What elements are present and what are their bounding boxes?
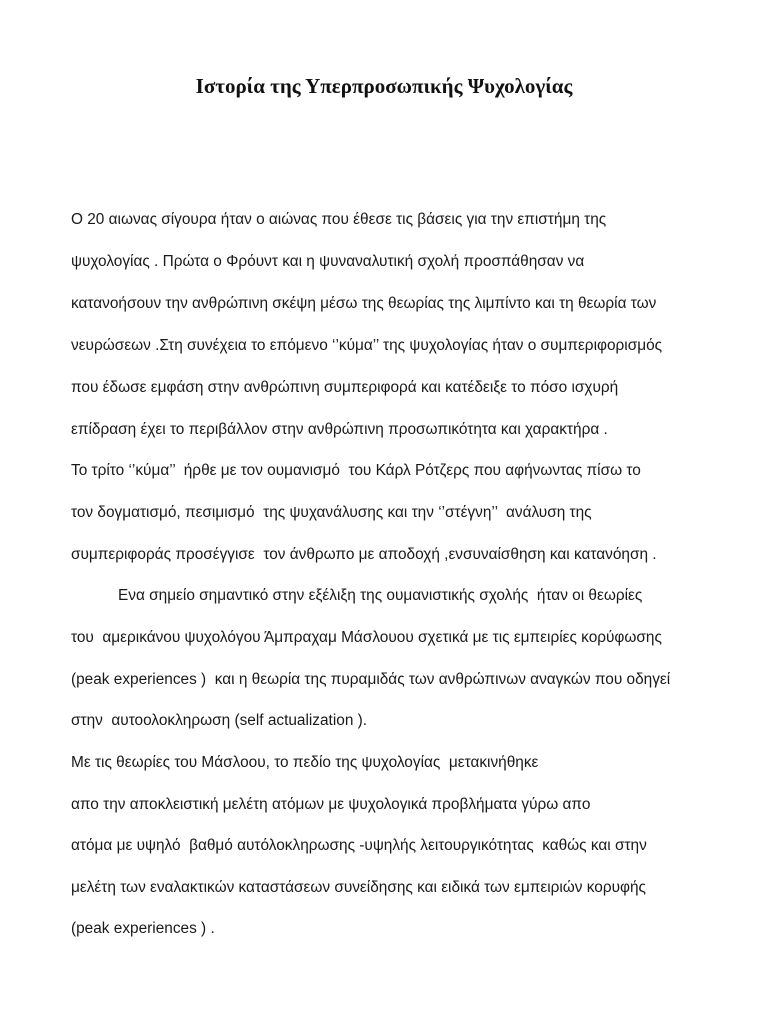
body-line-1: Ο 20 αιωνας σίγουρα ήταν ο αιώνας που έθεσε τις βάσεις για την επιστήμη της — [71, 211, 607, 228]
body-line-9: συμπεριφοράς προσέγγισε τον άνθρωπο με αποδοχή ,ενσυναίσθηση και κατανόηση . — [71, 546, 657, 563]
body-line-7: Το τρίτο ‘’κύμα’’ ήρθε με τον ουμανισμό του Κάρλ Ρότζερς που αφήνωντας πίσω το — [71, 462, 641, 479]
body-line-10-indented: Ενα σημείο σημαντικό στην εξέλιξη της ουμανιστικής σχολής ήταν οι θεωρίες — [118, 587, 643, 604]
body-line-13: στην αυτοολοκληρωση (self actualization ). — [71, 712, 368, 729]
body-line-5: που έδωσε εμφάση στην ανθρώπινη συμπεριφορά και κατέδειξε το πόσο ισχυρή — [71, 379, 619, 396]
document-title: Ιστορία της Υπερπροσωπικής Ψυχολογίας — [195, 74, 573, 98]
body-line-15: απο την αποκλειστική μελέτη ατόμων με ψυχολογικά προβλήματα γύρω απο — [71, 796, 591, 813]
body-line-16: ατόμα με υψηλό βαθμό αυτόλοκληρωσης -υψηλής λειτουργικότητας καθώς και στην — [71, 837, 647, 854]
body-line-18: (peak experiences ) . — [71, 920, 215, 937]
body-line-14: Με τις θεωρίες του Μάσλοου, το πεδίο της ψυχολογίας μετακινήθηκε — [71, 754, 539, 771]
body-line-8: τον δογματισμό, πεσιμισμό της ψυχανάλυσης και την ‘’στέγνη’’ ανάλυση της — [71, 504, 592, 521]
body-line-12: (peak experiences ) και η θεωρία της πυραμιδάς των ανθρώπινων αναγκών που οδηγεί — [71, 671, 671, 688]
body-line-4: νευρώσεων .Στη συνέχεια το επόμενο ‘’κύμα’’ της ψυχολογίας ήταν ο συμπεριφορισμός — [71, 337, 663, 354]
body-line-17: μελέτη των εναλακτικών καταστάσεων συνείδησης και ειδικά των εμπειριών κορυφής — [71, 879, 646, 896]
body-line-11: του αμερικάνου ψυχολόγου Άμπραχαμ Μάσλουου σχετικά με τις εμπειρίες κορύφωσης — [71, 629, 662, 646]
body-line-2: ψυχολογίας . Πρώτα ο Φρόυντ και η ψυναναλυτική σχολή προσπάθησαν να — [71, 253, 585, 270]
body-line-6: επίδραση έχει το περιβάλλον στην ανθρώπινη προσωπικότητα και χαρακτήρα . — [71, 421, 608, 438]
body-line-3: κατανοήσουν την ανθρώπινη σκέψη μέσω της θεωρίας της λιμπίντο και τη θεωρία των — [71, 295, 657, 312]
